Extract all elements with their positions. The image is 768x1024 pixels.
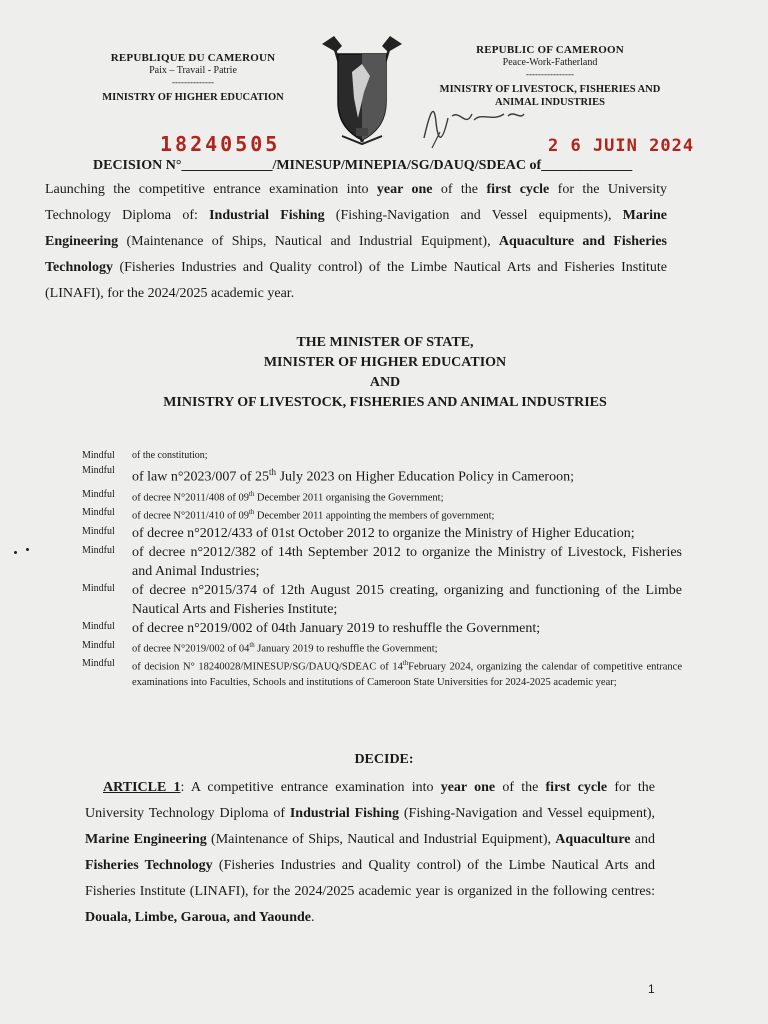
mindful-text-run: January 2019 to reshuffle the Government; [254, 643, 438, 655]
motto-en: Peace-Work-Fatherland [502, 57, 598, 68]
mindful-item [82, 656, 682, 690]
mindful-label: Mindful [82, 620, 115, 632]
ministry-livestock [400, 83, 700, 109]
article-1-text-run: Aquaculture [555, 832, 631, 847]
mindful-item [82, 505, 682, 524]
decision-object-paragraph [45, 177, 667, 307]
mindful-text-run: of decree n°2012/382 of 14th September 2012 to organize the Ministry of Livestock, Fisheries and Animal Industries; [132, 544, 682, 579]
header-left [78, 52, 308, 104]
ministry-livestock-line2: ANIMAL INDUSTRIES [495, 97, 605, 108]
intro-text-run: (Maintenance of Ships, Nautical and Industrial Equipment), [118, 234, 499, 249]
mindful-text [132, 448, 682, 463]
decision-number-stamp: 18240505 [160, 132, 281, 156]
mindful-label: Mindful [82, 525, 115, 537]
header-right [400, 44, 700, 109]
intro-text-run: for the University Technology Diploma of: [45, 182, 667, 223]
mindful-label: Mindful [82, 450, 115, 461]
mindful-text [132, 619, 682, 638]
mindful-text [132, 638, 682, 657]
mindful-text [132, 487, 682, 506]
mindful-text-run: of decree n°2012/433 of 01st October 2012 to organize the Ministry of Higher Education; [132, 525, 635, 541]
mindful-text [132, 524, 682, 543]
intro-text-run: Launching the competitive entrance examination into [45, 182, 377, 197]
article-1-text-run: first cycle [545, 780, 608, 795]
ministry-higher-education: MINISTRY OF HIGHER EDUCATION [102, 92, 284, 103]
mindful-label: Mindful [82, 465, 115, 476]
mindful-label: Mindful [82, 582, 115, 594]
mindful-text [132, 581, 682, 619]
ordinal-suffix: th [248, 509, 255, 517]
ordinal-suffix: th [248, 490, 255, 498]
intro-text-run: year one [376, 182, 433, 197]
minister-title-line: MINISTRY OF LIVESTOCK, FISHERIES AND ANIMAL INDUSTRIES [163, 395, 607, 410]
intro-text-run: (Fishing-Navigation and Vessel equipments), [324, 208, 623, 223]
mindful-list [82, 448, 682, 690]
scan-speck [14, 551, 17, 554]
coat-of-arms-icon [312, 32, 412, 150]
mindful-item [82, 487, 682, 506]
mindful-text-run: of decree N°2011/408 of 09 [132, 492, 249, 504]
mindful-text-run: of the constitution; [132, 450, 208, 461]
mindful-text-run: February 2024, organizing the calendar of competitive entrance examinations into Faculties, Schools and institutions of Cameroon State Universities for 2024-2025 academic year; [132, 661, 682, 688]
mindful-item [82, 524, 682, 543]
intro-text-run: Industrial Fishing [209, 208, 325, 223]
article-1-text-run: for the University Technology Diploma of [85, 780, 655, 821]
mindful-text-run: of decree N°2011/410 of 09 [132, 510, 249, 522]
mindful-text-run: of decree n°2019/002 of 04th January 2019 to reshuffle the Government; [132, 620, 541, 636]
minister-title-block [100, 333, 670, 413]
country-name-en: REPUBLIC OF CAMEROON [476, 44, 624, 56]
article-1-text-run: Marine Engineering [85, 832, 207, 847]
decide-heading: DECIDE: [354, 752, 414, 767]
mindful-text [132, 463, 682, 487]
mindful-item [82, 581, 682, 619]
intro-text-run: of the [432, 182, 487, 197]
mindful-text-run: July 2023 on Higher Education Policy in Cameroon; [276, 469, 574, 485]
intro-text-run: first cycle [486, 182, 550, 197]
mindful-text [132, 656, 682, 690]
intro-text-run: (Fisheries Industries and Quality control) of the Limbe Nautical Arts and Fisheries Institute (LINAFI), for the 2024/2025 academic year. [45, 260, 667, 301]
decision-date-blank: _____________ [541, 158, 633, 173]
article-1-text-run: Industrial Fishing [289, 806, 399, 821]
mindful-label: Mindful [82, 507, 115, 519]
mindful-item [82, 638, 682, 657]
article-1-text-run: and [630, 832, 656, 847]
article-1-text-run: . [311, 910, 315, 925]
article-1-text-run: (Fishing-Navigation and Vessel equipment), [399, 806, 655, 821]
header-separator: ---------------- [526, 69, 574, 79]
article-1-text-run: (Fisheries Industries and Quality control) of the Limbe Nautical Arts and Fisheries Institute (LINAFI), for the 2024/2025 academic year is organized in the following centres: [85, 858, 655, 899]
article-1-text-run: : A competitive entrance examination into [180, 780, 441, 795]
mindful-text-run: of decision N° 18240028/MINESUP/SG/DAUQ/SDEAC of 14 [132, 661, 403, 673]
intro-text-run: Aquaculture and Fisheries Technology [45, 234, 667, 275]
header-separator: -------------- [172, 77, 214, 87]
minister-title-line: AND [369, 375, 401, 390]
motto-fr: Paix – Travail - Patrie [149, 65, 237, 76]
decision-code: /MINESUP/MINEPIA/SG/DAUQ/SDEAC of [272, 158, 542, 173]
mindful-text [132, 505, 682, 524]
decision-heading [93, 158, 693, 174]
mindful-text-run: of decree N°2019/002 of 04 [132, 643, 250, 655]
mindful-text-run: December 2011 organising the Government; [254, 492, 444, 504]
mindful-item [82, 543, 682, 581]
decision-prefix: DECISION N° [93, 158, 182, 173]
mindful-label: Mindful [82, 658, 115, 670]
article-1-text-run: (Maintenance of Ships, Nautical and Industrial Equipment), [206, 832, 556, 847]
ordinal-suffix: th [269, 467, 277, 477]
mindful-label: Mindful [82, 544, 115, 556]
mindful-text [132, 543, 682, 581]
minister-title-line: MINISTER OF HIGHER EDUCATION [263, 355, 507, 370]
mindful-text-run: December 2011 appointing the members of government; [254, 510, 495, 522]
mindful-label: Mindful [82, 488, 115, 500]
intro-text-run: Marine Engineering [45, 208, 667, 249]
ordinal-suffix: th [249, 641, 255, 649]
mindful-item [82, 463, 682, 487]
article-1-text-run: Douala, Limbe, Garoua, and Yaounde [85, 910, 311, 925]
decision-date-stamp: 2 6 JUIN 2024 [548, 136, 695, 156]
article-1-text-run: Fisheries Technology [85, 858, 213, 873]
article-1 [85, 775, 655, 931]
decision-blank: _____________ [181, 158, 273, 173]
scan-speck [26, 548, 29, 551]
country-name-fr: REPUBLIQUE DU CAMEROUN [110, 52, 276, 64]
mindful-item [82, 448, 682, 463]
ordinal-suffix: th [402, 660, 409, 668]
article-1-text-run: year one [440, 780, 496, 795]
mindful-text-run: of law n°2023/007 of 25 [132, 469, 270, 485]
mindful-item [82, 619, 682, 638]
mindful-label: Mindful [82, 639, 115, 651]
article-1-label: ARTICLE 1 [103, 780, 181, 795]
article-1-text [85, 775, 655, 931]
article-1-text-run: of the [495, 780, 546, 795]
ministry-livestock-line1: MINISTRY OF LIVESTOCK, FISHERIES AND [439, 84, 661, 95]
minister-title-line: THE MINISTER OF STATE, [296, 335, 474, 350]
mindful-text-run: of decree n°2015/374 of 12th August 2015 creating, organizing and functioning of the Limbe Nautical Arts and Fisheries Institute; [132, 582, 682, 617]
page-number: 1 [648, 982, 655, 996]
